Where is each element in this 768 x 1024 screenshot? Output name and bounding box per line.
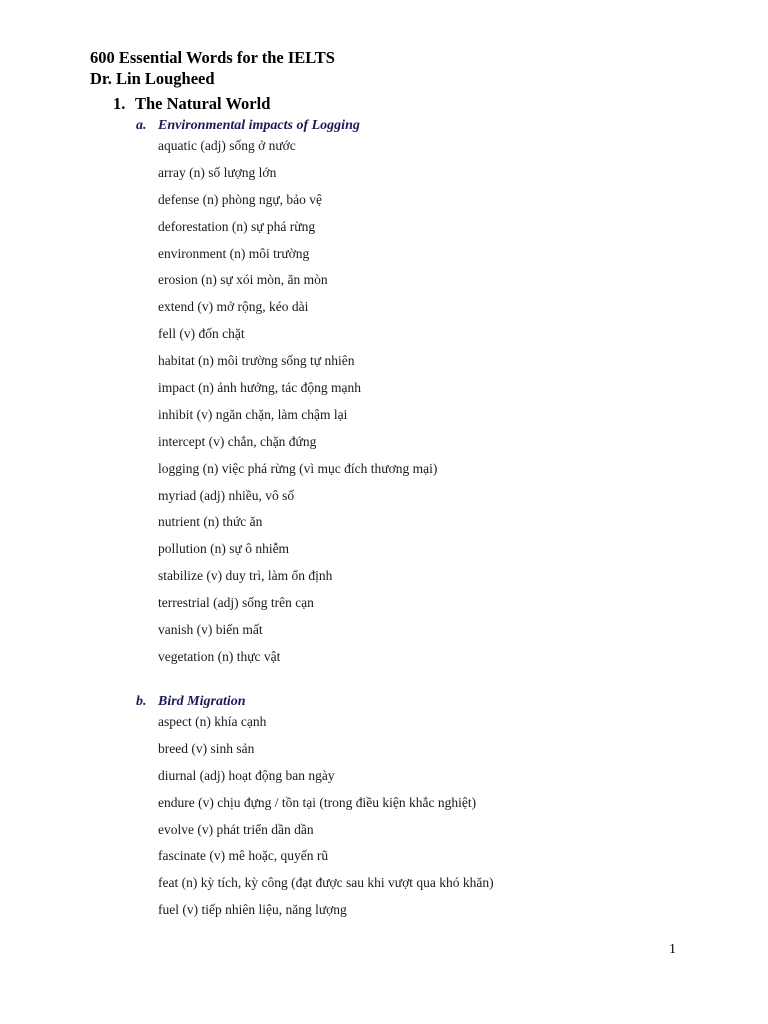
page-number: 1 (669, 942, 676, 957)
vocabulary-entry: vegetation (n) thực vật (158, 648, 281, 664)
vocabulary-entry: stabilize (v) duy trì, làm ổn định (158, 568, 333, 584)
document-title: 600 Essential Words for the IELTS (90, 48, 335, 67)
chapter-heading (113, 94, 270, 114)
section-title: Environmental impacts of Logging (158, 118, 360, 133)
vocabulary-entry: vanish (v) biến mất (158, 622, 263, 638)
vocabulary-entry: pollution (n) sự ô nhiễm (158, 541, 290, 557)
vocabulary-list-bird-migration (158, 713, 494, 928)
vocabulary-entry: feat (n) kỳ tích, kỳ công (đạt được sau khi vượt qua khó khăn) (158, 875, 494, 891)
vocabulary-entry: habitat (n) môi trường sống tự nhiên (158, 353, 355, 369)
chapter-number: 1. (113, 94, 126, 113)
section-letter: a. (136, 118, 147, 133)
vocabulary-entry: aspect (n) khía cạnh (158, 714, 267, 729)
vocabulary-entry: erosion (n) sự xói mòn, ăn mòn (158, 272, 328, 288)
vocabulary-entry: terrestrial (adj) sống trên cạn (158, 595, 314, 611)
vocabulary-entry: defense (n) phòng ngự, bảo vệ (158, 191, 323, 207)
vocabulary-entry: fascinate (v) mê hoặc, quyến rũ (158, 848, 329, 864)
vocabulary-entry: inhibit (v) ngăn chặn, làm chậm lại (158, 406, 348, 422)
vocabulary-entry: impact (n) ảnh hưởng, tác động mạnh (158, 380, 362, 396)
vocabulary-entry: deforestation (n) sự phá rừng (158, 218, 316, 234)
vocabulary-entry: evolve (v) phát triển dần dần (158, 821, 314, 837)
vocabulary-entry: diurnal (adj) hoạt động ban ngày (158, 767, 335, 783)
document-author: Dr. Lin Lougheed (90, 69, 215, 88)
section-heading-bird-migration (136, 693, 246, 711)
vocabulary-entry: logging (n) việc phá rừng (vì mục đích thương mại) (158, 460, 438, 476)
vocabulary-entry: aquatic (adj) sống ở nước (158, 138, 296, 153)
vocabulary-entry: intercept (v) chắn, chặn đứng (158, 433, 317, 449)
vocabulary-entry: fell (v) đốn chặt (158, 326, 245, 342)
vocabulary-entry: breed (v) sinh sản (158, 740, 255, 756)
vocabulary-list-logging (158, 137, 437, 675)
vocabulary-entry: extend (v) mở rộng, kéo dài (158, 299, 309, 315)
vocabulary-entry: myriad (adj) nhiều, vô số (158, 487, 295, 503)
section-title: Bird Migration (158, 694, 246, 709)
vocabulary-entry: endure (v) chịu đựng / tồn tại (trong điều kiện khắc nghiệt) (158, 794, 477, 810)
chapter-title: The Natural World (135, 94, 271, 113)
section-heading-logging (136, 117, 360, 135)
vocabulary-entry: array (n) số lượng lớn (158, 164, 277, 180)
section-letter: b. (136, 694, 147, 709)
vocabulary-entry: nutrient (n) thức ăn (158, 514, 263, 530)
vocabulary-entry: environment (n) môi trường (158, 245, 310, 261)
vocabulary-entry: fuel (v) tiếp nhiên liệu, năng lượng (158, 902, 347, 918)
